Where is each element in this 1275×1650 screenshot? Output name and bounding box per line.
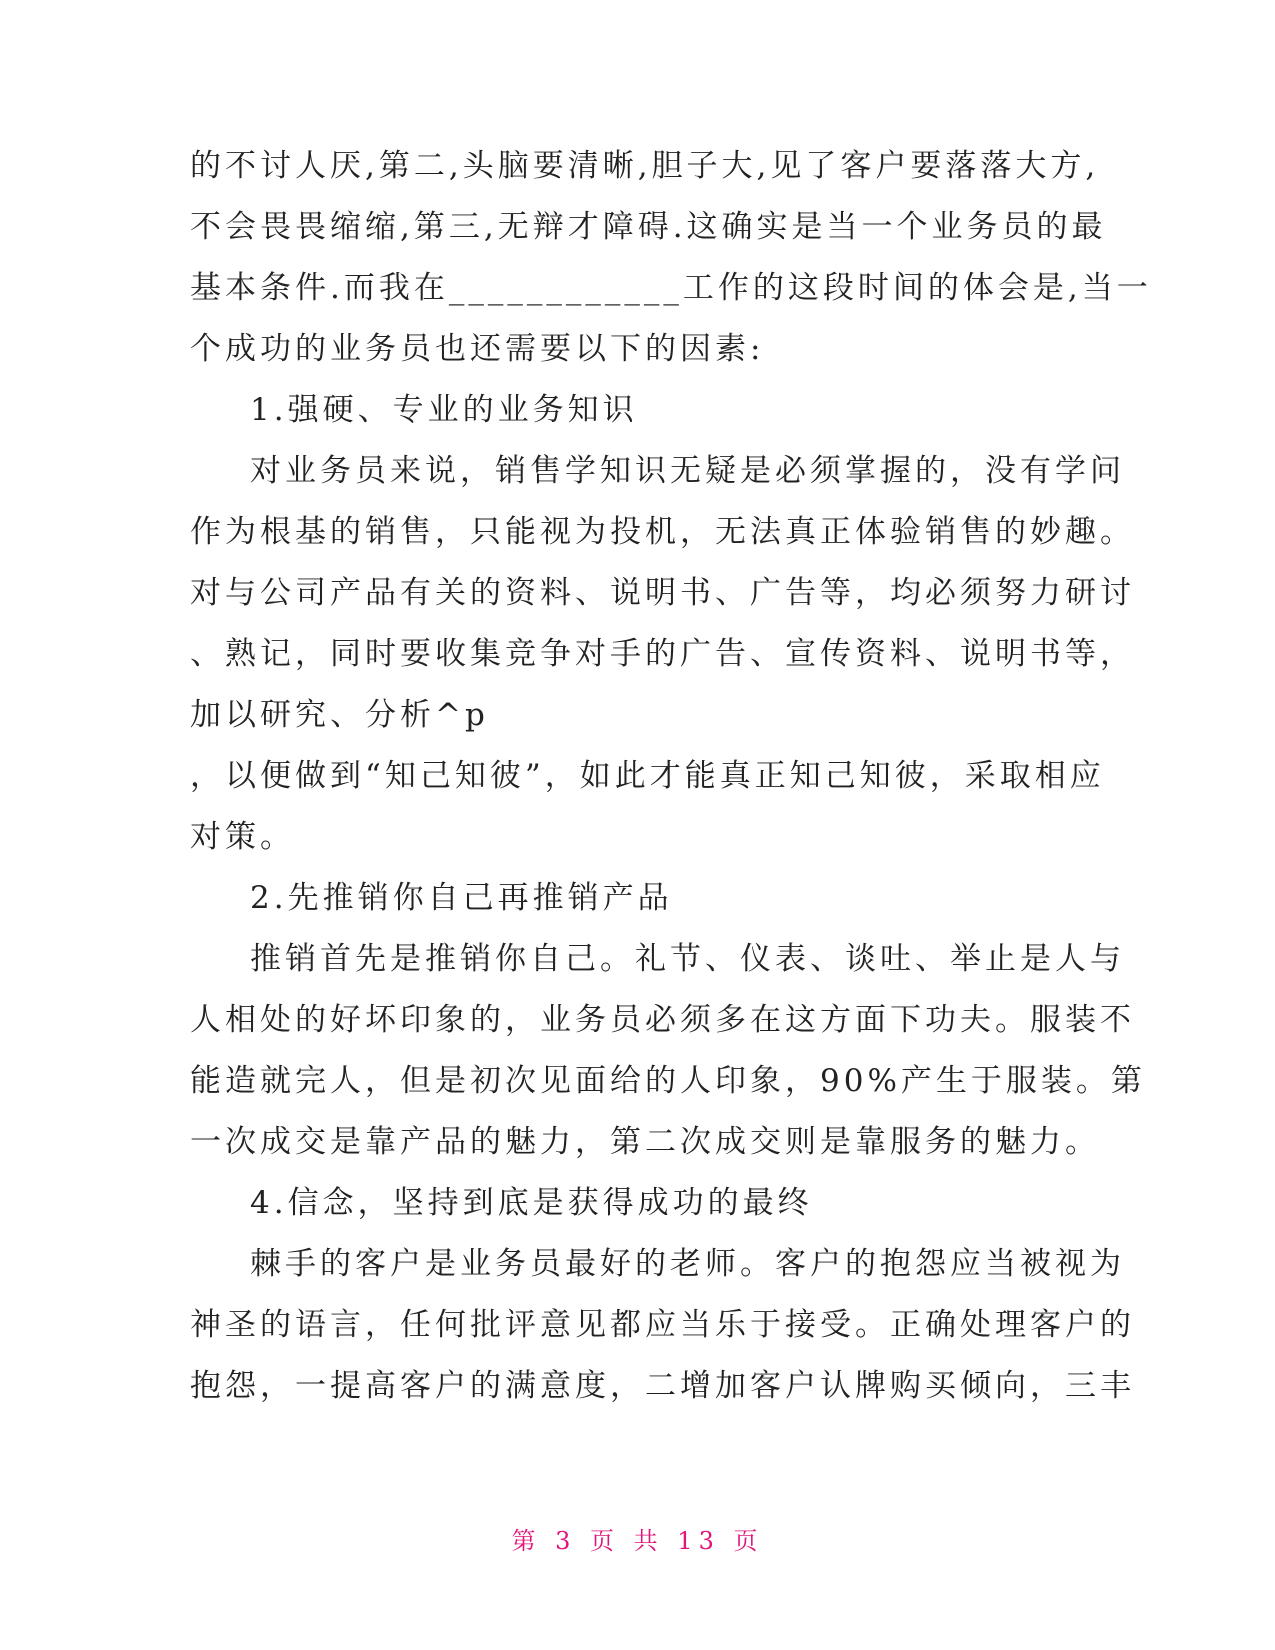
text-line: 不会畏畏缩缩,第三,无辩才障碍.这确实是当一个业务员的最	[190, 209, 1107, 245]
text-line: 一次成交是靠产品的魅力，第二次成交则是靠服务的魅力。	[190, 1124, 1100, 1160]
text-line: 对策。	[190, 819, 295, 855]
section-heading: 2.先推销你自己再推销产品	[250, 880, 673, 916]
section-heading: 4.信念，坚持到底是获得成功的最终	[250, 1185, 813, 1221]
text-line: 的不讨人厌,第二,头脑要清晰,胆子大,见了客户要落落大方,	[190, 148, 1100, 184]
text-line: 能造就完人，但是初次见面给的人印象，90%产生于服装。第	[190, 1063, 1146, 1099]
text-line: 、熟记，同时要收集竞争对手的广告、宣传资料、说明书等，	[190, 636, 1135, 672]
text-line: 对与公司产品有关的资料、说明书、广告等，均必须努力研讨	[190, 575, 1135, 611]
text-line: 棘手的客户是业务员最好的老师。客户的抱怨应当被视为	[250, 1246, 1125, 1282]
page-number-footer: 第 3 页 共 13 页	[511, 1527, 764, 1555]
text-line: 神圣的语言，任何批评意见都应当乐于接受。正确处理客户的	[190, 1307, 1135, 1343]
text-line: 个成功的业务员也还需要以下的因素:	[190, 331, 765, 367]
section-heading: 1.强硬、专业的业务知识	[250, 392, 638, 428]
text-line: 人相处的好坏印象的，业务员必须多在这方面下功夫。服装不	[190, 1002, 1135, 1038]
text-line: 基本条件.而我在____________工作的这段时间的体会是,当一	[190, 270, 1152, 306]
text-line: 抱怨，一提高客户的满意度，二增加客户认牌购买倾向，三丰	[190, 1368, 1135, 1404]
text-line: 加以研究、分析^p	[190, 697, 489, 733]
text-line: 对业务员来说，销售学知识无疑是必须掌握的，没有学问	[250, 453, 1125, 489]
text-line: ，以便做到“知己知彼”，如此才能真正知己知彼，采取相应	[190, 758, 1105, 794]
text-line: 推销首先是推销你自己。礼节、仪表、谈吐、举止是人与	[250, 941, 1125, 977]
text-line: 作为根基的销售，只能视为投机，无法真正体验销售的妙趣。	[190, 514, 1135, 550]
